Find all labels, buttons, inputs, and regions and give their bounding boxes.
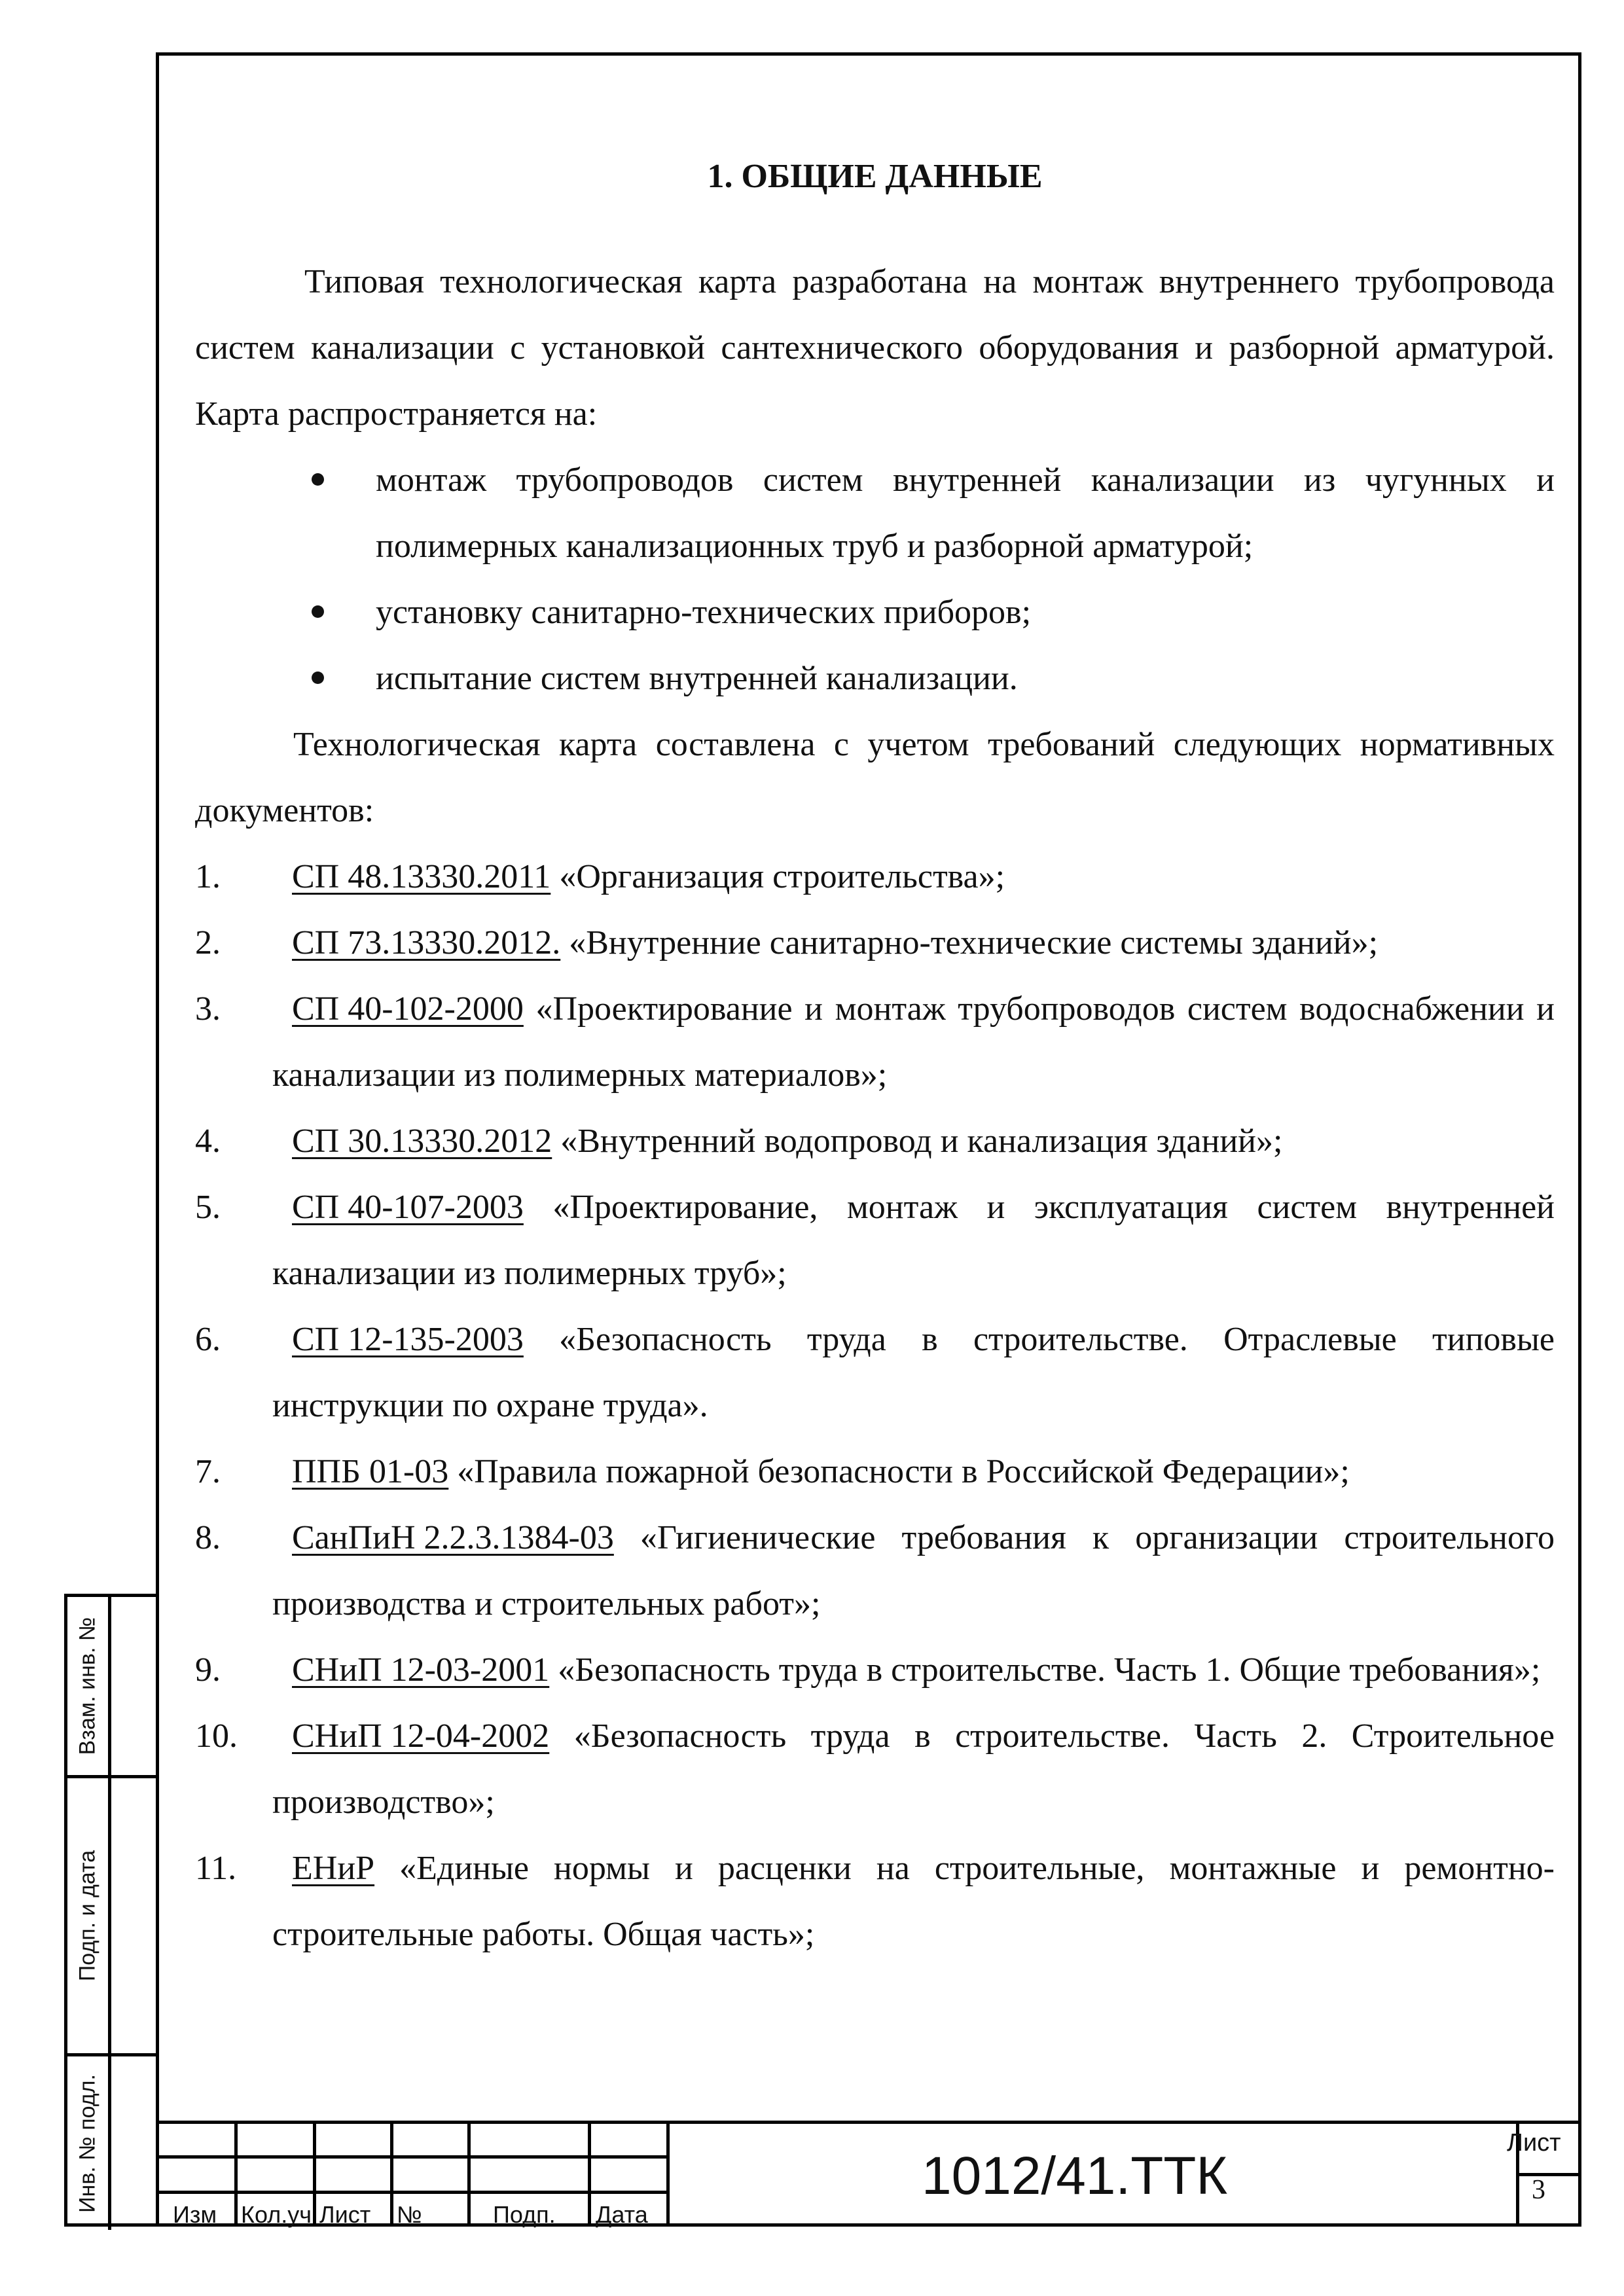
reference-code-link[interactable]: СП 30.13330.2012 [292,1122,552,1160]
reference-title: «Проектирование и монтаж трубопроводов систем водоснабжении и канализации из полимерных материалов»; [272,990,1555,1094]
reference-item [195,1439,1555,1505]
reference-number: 5. [195,1189,221,1226]
reference-code-link[interactable]: ППБ 01-03 [292,1453,449,1490]
reference-code-link[interactable]: СанПиН 2.2.3.1384-03 [292,1519,614,1556]
reference-title: «Гигиенические требования к организации строительного производства и строительных работ»; [272,1519,1555,1623]
reference-item [195,1835,1555,1967]
reference-number: 7. [195,1453,221,1490]
reference-title: «Единые нормы и расценки на строительные, монтажные и ремонтно-строительные работы. Общая часть»; [272,1850,1555,1953]
sign-date-cell [67,1778,156,2056]
bullet-icon [312,605,324,618]
scope-list-item: испытание систем внутренней канализации. [195,645,1555,711]
bullet-icon [312,672,324,684]
reference-code-link[interactable]: СП 73.13330.2012. [292,924,561,961]
reference-number: 11. [195,1850,237,1887]
reference-item [195,1306,1555,1439]
reference-code-link[interactable]: СНиП 12-03-2001 [292,1651,550,1689]
col-kolu: Кол.уч [241,2202,312,2228]
reference-title: «Внутренний водопровод и канализация зданий»; [552,1122,1283,1160]
sign-date-label: Подп. и дата [75,1850,100,1982]
reference-code-link[interactable]: СП 40-102-2000 [292,990,524,1028]
reference-item [195,1108,1555,1174]
reference-code-link[interactable]: СП 48.13330.2011 [292,858,551,895]
replace-inv-label: Взам. инв. № [75,1617,100,1755]
reference-title: «Организация строительства»; [550,858,1005,895]
col-no: № [397,2201,422,2228]
scope-list-item: установку санитарно-технических приборов; [195,579,1555,645]
col-list: Лист [319,2201,371,2228]
intro-paragraph: Типовая технологическая карта разработана на монтаж внутреннего трубопровода систем канализации с установкой сантехнического оборудования и разборной арматурой. Карта распространяется на: [195,263,1555,433]
reference-item [195,1703,1555,1835]
reference-number: 2. [195,924,221,961]
inv-orig-label: Инв. № подл. [75,2073,100,2213]
reference-title: «Проектирование, монтаж и эксплуатация систем внутренней канализации из полимерных труб»; [272,1189,1555,1292]
reference-number: 8. [195,1519,221,1556]
reference-title: «Безопасность труда в строительстве. Часть 2. Строительное производство»; [272,1717,1555,1821]
sheet-label: Лист [1507,2129,1561,2157]
reference-title: «Безопасность труда в строительстве. Отраслевые типовые инструкции по охране труда». [272,1321,1555,1424]
replace-inv-cell [67,1597,156,1778]
reference-item [195,1174,1555,1306]
references-list [195,844,1555,1967]
reference-number: 10. [195,1717,238,1755]
col-izm: Изм [173,2201,217,2228]
requirements-intro: Технологическая карта составлена с учетом требований следующих нормативных документов: [195,726,1555,829]
reference-item [195,910,1555,976]
title-block [156,2121,1581,2227]
scope-list-item: монтаж трубопроводов систем внутренней канализации из чугунных и полимерных канализационных труб и разборной арматурой; [195,447,1555,579]
side-stamp [64,1594,156,2227]
reference-number: 4. [195,1122,221,1160]
reference-code-link[interactable]: СП 40-107-2003 [292,1189,524,1226]
sheet-number: 3 [1532,2175,1545,2205]
bullet-icon [312,473,324,486]
scope-list [195,447,1555,711]
document-code: 1012/41.ТТК [922,2146,1228,2206]
section-heading: 1. ОБЩИЕ ДАННЫЕ [707,158,1043,195]
reference-item [195,1505,1555,1637]
reference-number: 3. [195,990,221,1028]
reference-code-link[interactable]: СНиП 12-04-2002 [292,1717,550,1755]
inv-orig-cell [67,2056,156,2230]
reference-item [195,976,1555,1108]
page-content [195,157,1555,1967]
reference-title: «Внутренние санитарно-технические системы зданий»; [560,924,1379,961]
reference-title: «Правила пожарной безопасности в Российской Федерации»; [448,1453,1350,1490]
reference-number: 9. [195,1651,221,1689]
col-data: Дата [596,2201,648,2228]
reference-item [195,1637,1555,1703]
reference-number: 1. [195,858,221,895]
reference-code-link[interactable]: СП 12-135-2003 [292,1321,524,1358]
col-podp: Подп. [493,2201,556,2228]
reference-code-link[interactable]: ЕНиР [292,1850,375,1887]
reference-item [195,844,1555,910]
reference-title: «Безопасность труда в строительстве. Часть 1. Общие требования»; [549,1651,1541,1689]
reference-number: 6. [195,1321,221,1358]
